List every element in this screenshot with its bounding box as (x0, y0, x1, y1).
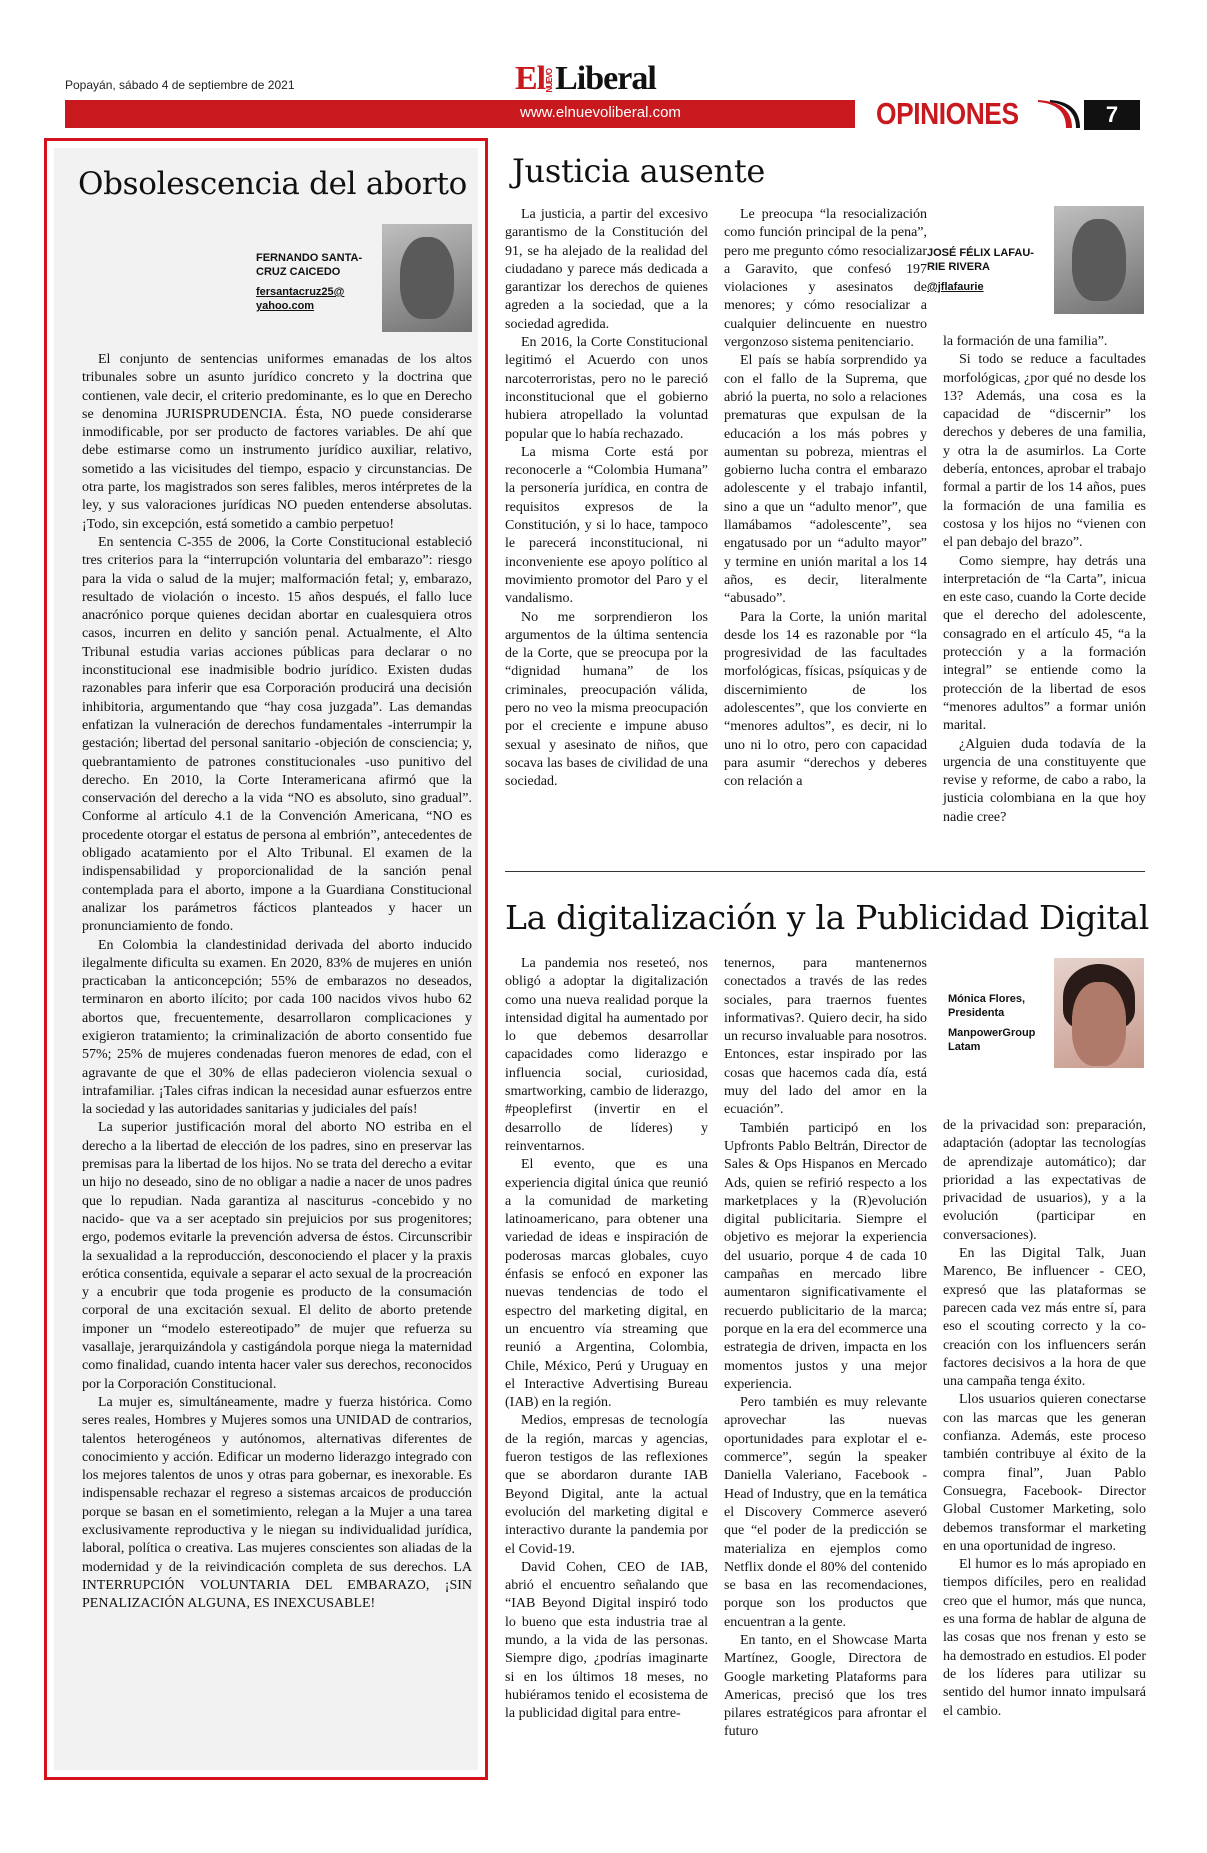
article2-paragraph: Le preocupa “la resocialización como función principal de la pena”, pero me pregunto cómo resocializar a Garavito, que confesó 197 violaciones y asesinatos de menores; y cómo resocializar a cualquier delincuente en nuestro vergonzoso sistema penitenciario. (724, 207, 927, 351)
article1-paragraph: La superior justificación moral del aborto NO estriba en el derecho a la libertad de elección de los padres, sino en preservar las premisas para la libertad de los hijos. No se trata del derecho a evitar un hijo no deseado, sino de no obligar a nadie a nacer de unos padres que lo repudian. Nada garantiza al nasciturus -concebido y no nacido- que va a ser aceptado sin prejuicios por sus progenitores; ergo, podemos evitarle la prevención adversa de éstos. Circunscribir la sexualidad a la reproducción, desconociendo el placer y la praxis erótica consentida, equivale a separar el acto sexual de la procreación y a encubrir que toda progenie es producto de la consumación corporal de una excitación sexual. El delito de aborto pretende imponer un “modelo estereotipado” de mujer que refuerza su vasallaje, jerarquizándola y castigándola porque niega la maternidad como finalidad, cuando intenta hacer valer sus derechos, reconocidos por la Corporación Constitucional. (82, 1120, 472, 1392)
website-url[interactable]: www.elnuevoliberal.com (520, 104, 681, 121)
page-number: 7 (1084, 100, 1140, 130)
author-name-line1: JOSÉ FÉLIX LAFAU- (927, 247, 1034, 259)
article3-byline (948, 992, 1035, 1054)
article3-paragraph: Llos usuarios quieren conectarse con las marcas que les generan confianza. Además, este proceso también contribuye al éxito de la compra final”, Juan Pablo Consuegra, Facebook- Director Global Customer Marketing, solo debemos transformar el marketing en una oportunidad de ingreso. (943, 1392, 1146, 1554)
section-title: OPINIONES (876, 96, 1019, 131)
author-name: Mónica Flores, (948, 993, 1026, 1005)
article2-paragraph: Para la Corte, la unión marital desde los 14 es razonable por “la progresividad de las facultades morfológicas, físicas, psíquicas y de discernimiento de los adolescentes”, que los convierte en “menores adultos”, es decir, ni lo uno ni lo otro, pero con capacidad para asumir “derechos y deberes con relación a (724, 609, 927, 790)
author-name-line2: CRUZ CAICEDO (256, 266, 341, 278)
article1-title: Obsolescencia del aborto (78, 166, 467, 202)
article2-paragraph: No me sorprendieron los argumentos de la última sentencia de la Corte, que se preocupa por la “dignidad humana” de los criminales, preocupación válida, pero no veo la misma preocupación por el creciente e impune abuso sexual y asesinato de niños, que socava las bases de civilidad de una sociedad. (505, 609, 708, 790)
author-portrait-icon (1054, 958, 1144, 1068)
header-red-bar (65, 100, 855, 128)
author-portrait-icon (1054, 206, 1144, 314)
article2-paragraph: En 2016, la Corte Constitucional legitimó el Acuerdo con unos narcoterroristas, pero no le pareció inconstitucional que el gobierno hubiera atropellado la voluntad popular que lo había rechazado. (505, 335, 708, 442)
article3-column1 (505, 955, 708, 1723)
article2-byline (927, 246, 1034, 294)
logo-liberal: Liberal (555, 60, 656, 97)
logo-el: El (515, 60, 546, 97)
article3-paragraph: En las Digital Talk, Juan Marenco, Be influencer - CEO, expresó que las plataformas se parecen cada vez más entre sí, para eso el scouting correcto y la co-creación con los influencers serán factores decisivos a la hora de que una campaña tenga éxito. (943, 1246, 1146, 1390)
article2-paragraph: Como siempre, hay detrás una interpretación de “la Carta”, inicua en este caso, cuando la Corte decide que el derecho del adolescente, consagrado en el artículo 45, “a la protección y a la formación integral” se entiende como la protección de la libertad de esos “menores adultos” a formar unión marital. (943, 553, 1146, 734)
article3-column2 (724, 955, 927, 1742)
article-divider (505, 871, 1145, 872)
article2-paragraph: La misma Corte está por reconocerle a “Colombia Humana” la personería jurídica, en contra de requisitos expresos de la Constitución, y si lo hace, tampoco le parecerá inconstitucional, ni inconveniente ese apoyo político al movimiento promotor del Paro y el vandalismo. (505, 444, 708, 607)
article3-paragraph: de la privacidad son: preparación, adaptación (adoptar las tecnologías de aprendizaje automático); dar prioridad a las expectativas de privacidad de usuarios), y a la evolución (participar en conversaciones). (943, 1118, 1146, 1243)
article3-paragraph: David Cohen, CEO de IAB, abrió el encuentro señalando que “IAB Beyond Digital inspiró todo lo bueno que esta industria trae al mundo, a la vida de las personas. Siempre digo, ¿podrías imaginarte si en los últimos 18 meses, no hubiéramos tenido el ecosistema de la publicidad digital para entre- (505, 1559, 708, 1722)
author-company-line1: ManpowerGroup (948, 1027, 1036, 1039)
author-role: Presidenta (948, 1007, 1005, 1019)
article1-paragraph: En Colombia la clandestinidad derivada del aborto inducido ilegalmente dificulta su examen. En 2020, 83% de mujeres en unión practicaban la anticoncepción; 55% de embarazos no deseados, terminaron en aborto ilícito; por cada 100 nacidos vivos hubo 62 abortos que, frecuentemente, desarrollaron complicaciones y exigieron tratamiento; la criminalización de aborto consentido fue 57%; 25% de mujeres condenadas fueron menores de edad, con el agravante de que el 30% de ellas padecieron violencia sexual o intrafamiliar. ¡Tales cifras indican la necesidad aunar esfuerzos entre la sociedad y las autoridades sanitarias y judiciales del país! (82, 937, 472, 1118)
article2-paragraph: La justicia, a partir del excesivo garantismo de la Constitución del 91, se ha alejado de la realidad del ciudadano y parece más dedicada a garantizar los derechos de quienes agreden a la sociedad, que a la sociedad agredida. (505, 207, 708, 332)
logo-nuevo: NUEVO (545, 69, 555, 93)
article3-paragraph: Medios, empresas de tecnología de la región, marcas y agencias, fueron testigos de las reflexiones que se abordaron durante IAB Beyond Digital, ante la actual evolución del marketing digital e interactivo durante la pandemia por el Covid-19. (505, 1413, 708, 1557)
newspaper-logo (515, 62, 656, 96)
article2-title: Justicia ausente (512, 152, 766, 190)
article2-paragraph: la formación de una familia”. (943, 334, 1108, 349)
article3-paragraph: tenernos, para mantenernos conectados a través de las redes sociales, para traernos fuentes informativas?. Quiero decir, ha sido un recurso invaluable para nosotros. Entonces, estar inspirado por las cosas que hacemos cada día, está muy del lado del amor en la ecuación”. (724, 956, 927, 1118)
article1-paragraph: En sentencia C-355 de 2006, la Corte Constitucional estableció tres criterios para la “interrupción voluntaria del embarazo”: riesgo para la vida o salud de la mujer; malformación fetal; y, embarazo, resultado de violación o incesto. 15 años después, el fallo luce anacrónico porque quienes decidan abortar en cualesquiera otros casos, incurren en delito y sanción penal. Actualmente, el Alto Tribunal estudia varias acciones públicas para declarar o no inconstitucional ese inadmisible bodrio jurídico. Existen dudas razonables para inferir que esa Corporación producirá una decisión inhibitoria, argumentando que “hay cosa juzgada”. Las demandas enfatizan la vulneración de derechos fundamentales -interrumpir la gestación; libertad del personal sanitario -objeción de consciencia; y, quebrantamiento de patrones constitucionales -uso punitivo del derecho. En 2010, la Corte Interamericana afirmó que la conservación del derecho a la vida “NO es absoluto, sino gradual”. Conforme al artículo 4.1 de la Convención Americana, “NO es procedente otorgar el estatus de persona al embrión”, antecedentes de obligado acatamiento por el Alto Tribunal. El examen de la indispensabilidad y proporcionalidad de la sanción penal contemplada para el aborto, impone a la Guardiana Constitucional analizar los parámetros fácticos planteados y hacer un pronunciamiento de fondo. (82, 534, 472, 935)
article2-paragraph: El país se había sorprendido ya con el fallo de la Suprema, que abrió la puerta, no solo a relaciones prematuras que expulsan de la educación a los más pobres y aumentan su pobreza, mientras el gobierno lucha contra el embarazo adolescente y el trabajo infantil, sino a que un “adulto menor”, que llamábamos “adolescente”, sea engatusado por un “adulto mayor” y termine en unión marital a los 14 años, es decir, literalmente “abusado”. (724, 353, 927, 607)
article3-paragraph: También participó en los Upfronts Pablo Beltrán, Director de Sales & Ops Hispanos en Mercado Ads, quien se refirió respecto a los marketplaces y la (R)evolución digital publicitaria. Siempre el objetivo es mejorar la experiencia del usuario, porque 4 de cada 10 campañas en mercado libre aumentaron significativamente el recuerdo publicitario de la marca; porque en la era del ecommerce una estrategia de driven, impacta en los momentos justos y una mejor experiencia. (724, 1120, 927, 1392)
article3-paragraph: El evento, que es una experiencia digital única que reunió a la comunidad de marketing latinoamericano, para obtener una variedad de ideas e inspiración de poderosas marcas globales, cuyo énfasis se enfocó en exponer las nuevas tendencias de todo el espectro del marketing digital, en un encuentro vía streaming que reunió a Argentina, Colombia, Chile, México, Perú y Uruguay en el Interactive Advertising Bureau (IAB) en la región. (505, 1157, 708, 1411)
author-name-line1: FERNANDO SANTA- (256, 252, 363, 264)
article3-paragraph: Pero también es muy relevante aprovechar las nuevas oportunidades para explotar el e-commerce”, según la speaker Daniella Valeriano, Facebook - Head of Industry, que en la temática el Discovery Commerce aseveró que “el poder de la predicción se materializa en ejemplos como Netflix donde el 80% del contenido se basa en las recomendaciones, porque son los productos que encuentran a la gente. (724, 1395, 927, 1630)
author-email-line1[interactable]: fersantacruz25@ (256, 286, 345, 298)
article2-column1 (505, 206, 708, 792)
article1-paragraph: La mujer es, simultáneamente, madre y fuerza histórica. Como seres reales, Hombres y Mujeres somos una UNIDAD de contrarios, talentos heterogéneos y autónomos, alternativas diferentes de conocimiento y acción. Edificar un moderno liderazgo integrado con los mejores talentos de unos y otras para gobernar, es inexorable. Es indispensable rechazar el regreso a sistemas arcaicos de producción porque se basan en el sometimiento, relegan a la Mujer a una tarea exclusivamente reproductiva y le niegan su individualidad jurídica, laboral, política o creativa. Las mujeres conscientes son aliadas de la modernidad y de la reivindicación completa de sus derechos. LA INTERRUPCIÓN VOLUNTARIA DEL EMBARAZO, ¡SIN PENALIZACIÓN ALGUNA, ES INEXCUSABLE! (82, 1394, 472, 1612)
section-swoosh-icon (1036, 100, 1080, 130)
article3-column3 (943, 1117, 1146, 1721)
publication-date: Popayán, sábado 4 de septiembre de 2021 (65, 78, 295, 92)
article2-paragraph: Si todo se reduce a facultades morfológicas, ¿por qué no desde los 13? Además, una cosa es la capacidad de “discernir” los derechos y deberes de una familia, y otra la de asumirlos. La Corte debería, entonces, aprobar el trabajo formal a partir de los 14 años, pues la formación de una familia es costosa y los hijos no “vienen con el pan debajo del brazo”. (943, 352, 1146, 551)
author-portrait-icon (382, 224, 472, 332)
article1-byline (256, 251, 362, 313)
author-handle[interactable]: @jflafaurie (927, 281, 984, 293)
article3-paragraph: En tanto, en el Showcase Marta Martínez, Google, Directora de Google marketing Plataforms para Americas, precisó que los tres pilares estratégicos para afrontar el futuro (724, 1632, 927, 1740)
author-company-line2: Latam (948, 1041, 981, 1053)
article3-title: La digitalización y la Publicidad Digital (505, 898, 1150, 937)
article3-paragraph: La pandemia nos reseteó, nos obligó a adoptar la digitalización como una nueva realidad porque la intensidad digital ha aumentado por lo que debemos desarrollar capacidades como liderazgo e influencia social, curiosidad, smartworking, cambio de liderazgo, #peoplefirst (invertir en el desarrollo de líderes) y reinventarnos. (505, 956, 708, 1154)
author-name-line2: RIE RIVERA (927, 261, 990, 273)
article1-body (82, 351, 472, 1613)
author-email-line2[interactable]: yahoo.com (256, 300, 315, 312)
article2-column2 (724, 206, 927, 792)
article3-paragraph: El humor es lo más apropiado en tiempos difíciles, pero en realidad creo que el humor, más que nunca, es una forma de hablar de alguna de las cosas que nos frenan y esto se ha demostrado en estudios. El poder de los líderes para utilizar su sentido del humor innato impulsará el cambio. (943, 1557, 1146, 1719)
article2-paragraph: ¿Alguien duda todavía de la urgencia de una constituyente que revise y reforme, de cabo a rabo, la justicia colombiana en la que hoy nadie cree? (943, 736, 1146, 825)
article2-column3 (943, 333, 1146, 827)
article1-paragraph: El conjunto de sentencias uniformes emanadas de los altos tribunales sobre un asunto jurídico concreto y la doctrina que contienen, vale decir, el criterio predominante, es lo que en Derecho se denomina JURISPRUDENCIA. Ésta, NO puede considerarse inmodificable, por ser producto de factores variables. De ahí que debe estimarse como un instrumento jurídico auxiliar, relativo, sometido a las vicisitudes del tiempo, espacio y circunstancias. De otra parte, los magistrados son seres falibles, meros intérpretes de la ley, y sus valoraciones jurídicas NO pueden entenderse absolutas. ¡Todo, sin excepción, está sometido a cambio perpetuo! (82, 352, 472, 532)
